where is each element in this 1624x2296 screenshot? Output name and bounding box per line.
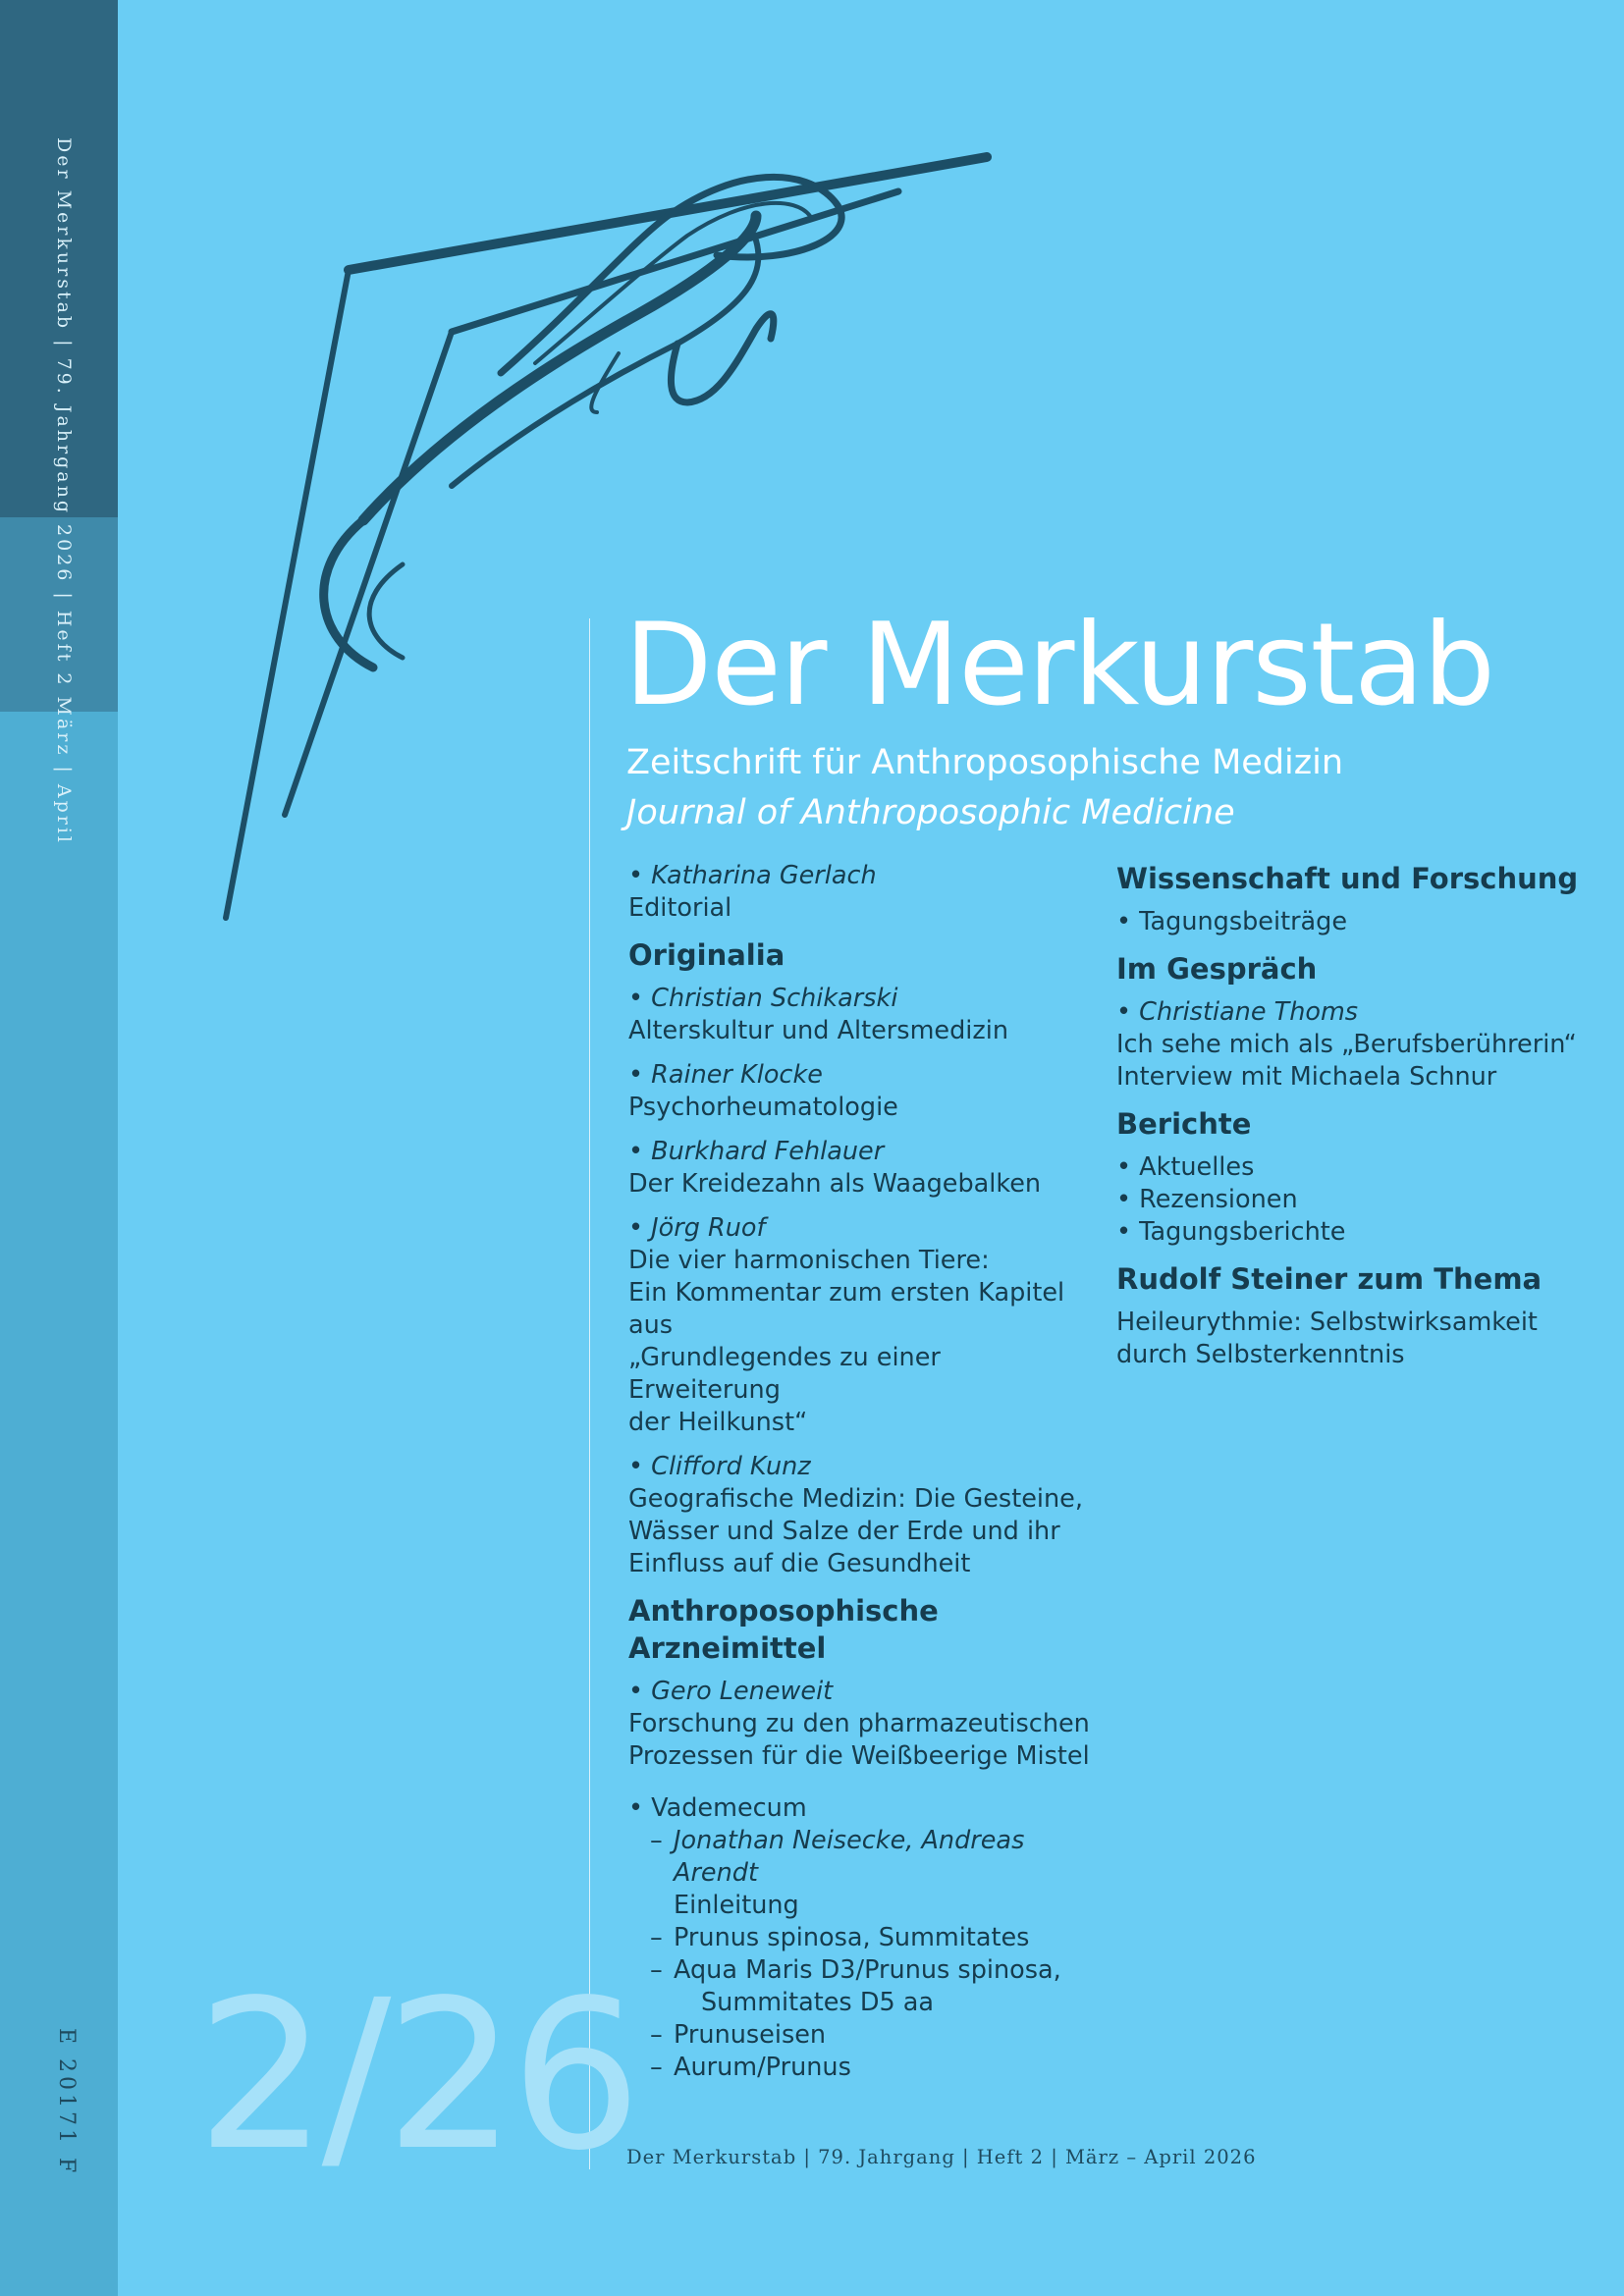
- toc-title-line: Heileurythmie: Selbstwirksamkeit: [1116, 1308, 1538, 1337]
- footer-imprint: Der Merkurstab | 79. Jahrgang | Heft 2 | März – April 2026: [626, 2146, 1257, 2168]
- magazine-title: Der Merkurstab: [624, 599, 1494, 731]
- list-item: [628, 2052, 1090, 2084]
- toc-title: Editorial: [628, 893, 732, 923]
- subtitle-german: Zeitschrift für Anthroposophische Medizin: [626, 743, 1344, 782]
- toc-title-line: Ein Kommentar zum ersten Kapitel aus: [628, 1278, 1065, 1340]
- toc-item: • Tagungsberichte: [1116, 1217, 1346, 1247]
- toc-author: • Christian Schikarski: [628, 984, 898, 1013]
- dash-glyph: –: [650, 1955, 663, 1985]
- toc-entry: [1116, 1151, 1588, 1249]
- section-heading-gespraech: Im Gespräch: [1116, 952, 1318, 986]
- toc-title-line: Die vier harmonischen Tiere:: [628, 1246, 990, 1275]
- toc-entry: [628, 1136, 1090, 1201]
- spine-text: Der Merkurstab | 79. Jahrgang 2026 | Heft 2 März | April: [53, 137, 75, 845]
- toc-title-line: Forschung zu den pharmazeutischen: [628, 1709, 1090, 1738]
- toc-entry: [1116, 906, 1588, 938]
- section-heading-originalia: Originalia: [628, 938, 785, 972]
- dash-glyph: –: [650, 1826, 663, 1855]
- toc-title: Der Kreidezahn als Waagebalken: [628, 1169, 1042, 1199]
- dash-glyph: –: [650, 1923, 663, 1952]
- section-heading-berichte: Berichte: [1116, 1107, 1252, 1141]
- toc-title-line: Wässer und Salze der Erde und ihr: [628, 1517, 1060, 1546]
- toc-title-line: Prozessen für die Weißbeerige Mistel: [628, 1741, 1090, 1771]
- dash-glyph: –: [650, 2020, 663, 2050]
- toc-author: • Clifford Kunz: [628, 1452, 811, 1481]
- toc-author: • Katharina Gerlach: [628, 861, 877, 890]
- section-heading-wissenschaft: Wissenschaft und Forschung: [1116, 862, 1579, 895]
- toc-author: • Jörg Ruof: [628, 1213, 766, 1243]
- toc-title: Psychorheumatologie: [628, 1093, 898, 1122]
- toc-author: • Gero Leneweit: [628, 1677, 834, 1706]
- toc-title: Alterskultur und Altersmedizin: [628, 1016, 1008, 1045]
- issue-number: 2/26: [196, 1955, 636, 2196]
- toc-item: • Rezensionen: [1116, 1185, 1298, 1214]
- list-item: [628, 2019, 1090, 2052]
- toc-entry: [1116, 996, 1588, 1094]
- toc-entry: [628, 1212, 1090, 1439]
- vademecum-item-text: Prunuseisen: [674, 2020, 827, 2050]
- dash-glyph: –: [650, 2053, 663, 2082]
- vademecum-item-text: Aurum/Prunus: [674, 2053, 851, 2082]
- toc-entry: [628, 1676, 1090, 1773]
- toc-entry: [628, 1451, 1090, 1580]
- toc-title-line: Einfluss auf die Gesundheit: [628, 1549, 971, 1578]
- vademecum-label: • Vademecum: [628, 1793, 807, 1823]
- vademecum-item-text: Einleitung: [674, 1891, 799, 1920]
- vademecum-item-text-cont: Summitates D5 aa: [701, 1988, 935, 2017]
- vademecum-item-text: Prunus spinosa, Summitates: [674, 1923, 1030, 1952]
- toc-title-line: Ich sehe mich als „Berufsberührerin“: [1116, 1030, 1577, 1059]
- vademecum-list: [628, 1792, 1090, 2084]
- toc-entry: [628, 1059, 1090, 1124]
- subtitle-english: Journal of Anthroposophic Medicine: [626, 793, 1235, 832]
- list-item: [628, 1825, 1090, 1922]
- list-item: [628, 1954, 1090, 2019]
- spine-code: E 20171 F: [54, 2028, 79, 2177]
- toc-title-line: der Heilkunst“: [628, 1408, 808, 1437]
- toc-title-line: Interview mit Michaela Schnur: [1116, 1062, 1497, 1092]
- toc-author: • Rainer Klocke: [628, 1060, 823, 1090]
- toc-author: • Burkhard Fehlauer: [628, 1137, 885, 1166]
- toc-left-column: [628, 860, 1090, 2084]
- vademecum-authors: Jonathan Neisecke, Andreas Arendt: [674, 1826, 1025, 1888]
- toc-author: • Christiane Thoms: [1116, 997, 1359, 1027]
- spine: [0, 0, 118, 2296]
- toc-entry: [1116, 1307, 1588, 1371]
- toc-item: • Aktuelles: [1116, 1152, 1255, 1182]
- divider-line: [589, 618, 590, 2169]
- vademecum-item-text: Aqua Maris D3/Prunus spinosa,: [674, 1955, 1061, 1985]
- toc-title-line: „Grundlegendes zu einer Erweiterung: [628, 1343, 941, 1405]
- section-heading-steiner: Rudolf Steiner zum Thema: [1116, 1262, 1543, 1296]
- toc-title-line: Geografische Medizin: Die Gesteine,: [628, 1484, 1083, 1514]
- section-heading-arzneimittel: Anthroposophische Arzneimittel: [628, 1594, 939, 1665]
- toc-item: • Tagungsbeiträge: [1116, 907, 1348, 936]
- toc-right-column: [1116, 860, 1588, 1383]
- toc-entry: [628, 860, 1090, 925]
- toc-entry: [628, 983, 1090, 1047]
- toc-title-line: durch Selbsterkenntnis: [1116, 1340, 1405, 1369]
- list-item: [628, 1922, 1090, 1954]
